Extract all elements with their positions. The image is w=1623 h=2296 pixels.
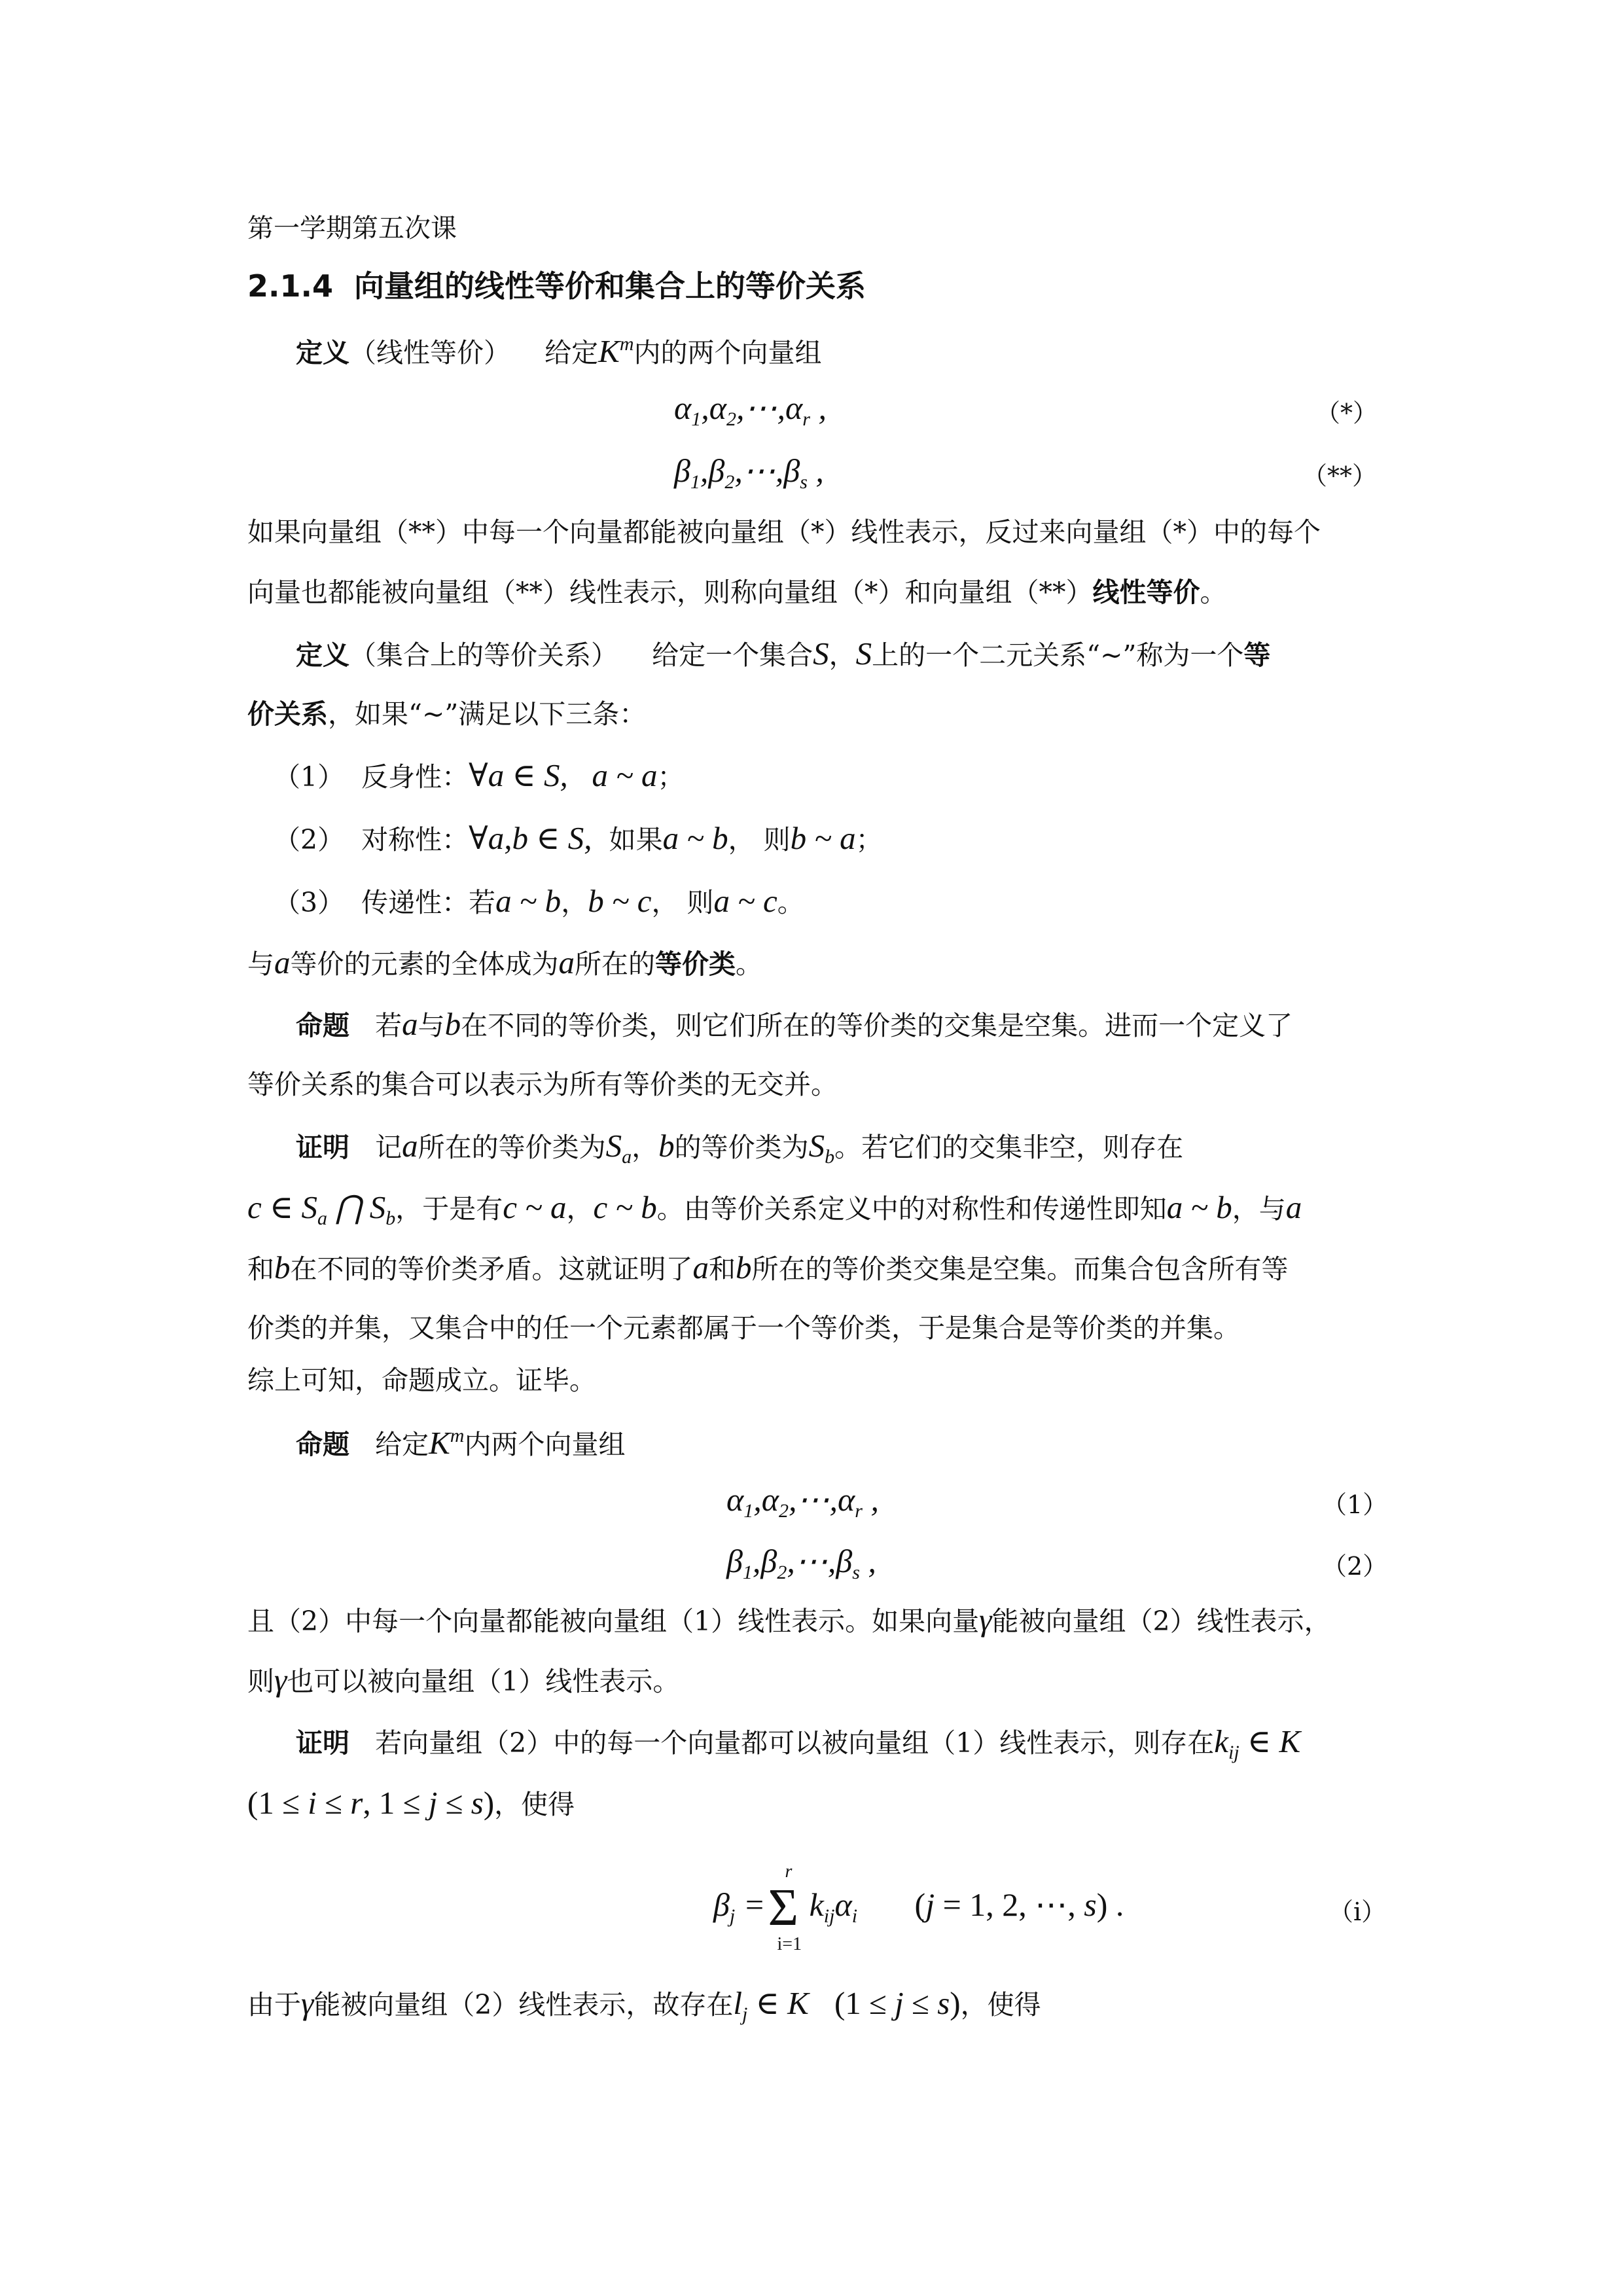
- proof-transitivity-of-representation: 证明 若向量组（2）中的每一个向量都可以被向量组（1）线性表示，则存在$k_{ij}$ ∈ K: [296, 1723, 1301, 1763]
- definition-label: 定义: [296, 337, 349, 368]
- equation-tag: （1）: [1322, 1490, 1388, 1519]
- paragraph-line: 价类的并集，又集合中的任一个元素都属于一个等价类，于是集合是等价类的并集。: [247, 1312, 1240, 1344]
- proof-label: 证明: [296, 1132, 349, 1163]
- paragraph-line: (1 ≤ i ≤ r, 1 ≤ j ≤ s)，使得: [247, 1785, 575, 1821]
- equivalence-class-definition: 与a等价的元素的全体成为a所在的等价类。: [247, 944, 762, 980]
- axiom-reflexive: （1） 反身性：∀a ∈ S, a ~ a；: [274, 757, 685, 793]
- session-label: 第一学期第五次课: [247, 213, 457, 243]
- section-heading: [247, 267, 866, 305]
- axiom-transitive: （3） 传递性：若a ~ b，b ~ c， 则a ~ c。: [274, 883, 804, 919]
- equation-alpha-group: $\alpha_1,\alpha_2,\cdots,\alpha_r$ ,: [674, 389, 827, 430]
- paragraph-line: c ∈ $S_a$ ⋂ $S_b$，于是有c ~ a，c ~ b。由等价关系定义中的对称性和传递性即知a ~ b，与a: [247, 1189, 1302, 1229]
- paragraph-line: 和b在不同的等价类矛盾。这就证明了a和b所在的等价类交集是空集。而集合包含所有等: [247, 1249, 1289, 1285]
- equation-alpha-group: $\alpha_1,\alpha_2,\cdots,\alpha_r$ ,: [726, 1481, 879, 1522]
- paragraph-line: 由于γ能被向量组（2）线性表示，故存在$l_j$ ∈ K (1 ≤ j ≤ s)，使得: [247, 1985, 1041, 2025]
- paragraph-line: 则γ也可以被向量组（1）线性表示。: [247, 1662, 680, 1698]
- proof-label: 证明: [296, 1727, 349, 1759]
- equation-tag: （**）: [1302, 461, 1378, 490]
- equation-beta-expansion: $\beta_j =\Sigma$ r i=1 $k_{ij}\alpha_i$ (j = 1, 2, ⋯, s) .: [713, 1861, 1124, 1954]
- paragraph-line: 如果向量组（**）中每一个向量都能被向量组（*）线性表示，反过来向量组（*）中的每个: [247, 516, 1321, 548]
- section-number: 2.1.4: [247, 268, 333, 304]
- equation-beta-group: $\beta_1,\beta_2,\cdots,\beta_s$ ,: [726, 1543, 876, 1583]
- proposition-transitivity-of-representation: 命题 给定$K^m$内两个向量组: [296, 1425, 626, 1461]
- proposition-label: 命题: [296, 1429, 349, 1460]
- definition-label: 定义: [296, 639, 349, 671]
- paragraph-line: 且（2）中每一个向量都能被向量组（1）线性表示。如果向量γ能被向量组（2）线性表示，: [247, 1602, 1331, 1638]
- paragraph-line: 向量也都能被向量组（**）线性表示，则称向量组（*）和向量组（**）线性等价。: [247, 577, 1227, 608]
- axiom-symmetric: （2） 对称性：∀a,b ∈ S, 如果a ~ b， 则b ~ a；: [274, 820, 883, 856]
- paragraph-line: 等价关系的集合可以表示为所有等价类的无交并。: [247, 1069, 838, 1100]
- proposition-disjoint-classes: 命题 若a与b在不同的等价类，则它们所在的等价类的交集是空集。进而一个定义了: [296, 1006, 1293, 1042]
- definition-linear-equivalence: 定义（线性等价） 给定$K^m$内的两个向量组: [296, 333, 822, 369]
- section-title: 向量组的线性等价和集合上的等价关系: [354, 268, 866, 304]
- equation-tag: （2）: [1322, 1552, 1388, 1581]
- defined-term: 价关系: [247, 698, 328, 730]
- defined-term: 等价类: [655, 948, 736, 980]
- proof-disjoint-classes: 证明 记a所在的等价类为$S_a$，b的等价类为$S_b$。若它们的交集非空，则存在: [296, 1128, 1184, 1168]
- paragraph-line: 综上可知，命题成立。证毕。: [247, 1365, 596, 1396]
- equation-beta-group: $\beta_1,\beta_2,\cdots,\beta_s$ ,: [674, 452, 824, 493]
- defined-term: 线性等价: [1092, 577, 1200, 608]
- definition-equivalence-relation: 定义（集合上的等价关系） 给定一个集合S，S上的一个二元关系“~”称为一个等: [296, 636, 1271, 672]
- equation-tag: （i）: [1329, 1897, 1387, 1926]
- paragraph-line: 价关系，如果“~”满足以下三条：: [247, 698, 647, 730]
- proposition-label: 命题: [296, 1010, 349, 1041]
- equation-tag: （*）: [1315, 399, 1378, 427]
